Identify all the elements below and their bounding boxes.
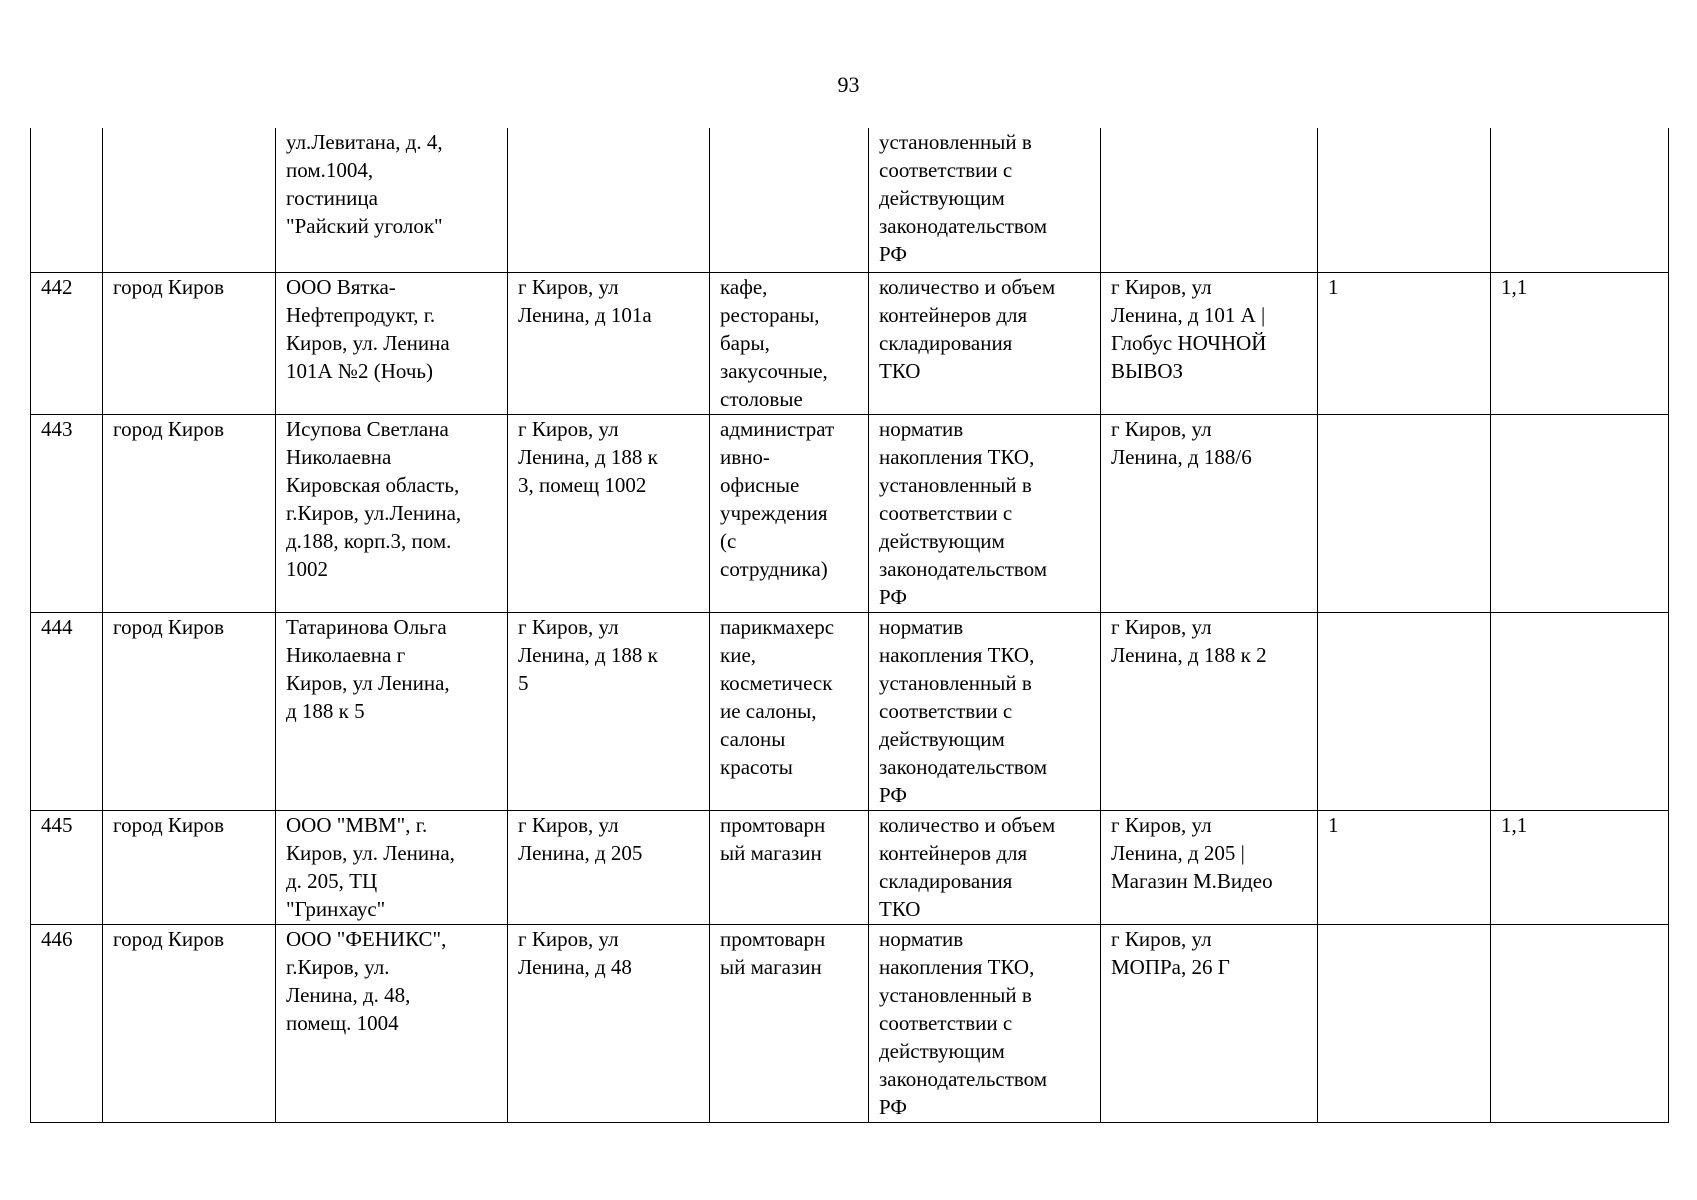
calc-method-cell: установленный в соответствии с действующим законодательством РФ <box>869 128 1101 272</box>
calc-method-cell: норматив накопления ТКО, установленный в соответствии с действующим законодательством РФ <box>869 924 1101 1122</box>
settlement-cell: город Киров <box>103 272 276 414</box>
calc-method-cell: норматив накопления ТКО, установленный в соответствии с действующим законодательством РФ <box>869 414 1101 612</box>
owner-cell: ООО "МВМ", г. Киров, ул. Ленина, д. 205, ТЦ "Гринхаус" <box>276 810 508 924</box>
category-cell: промтоварн ый магазин <box>710 810 869 924</box>
table-row <box>31 810 1669 924</box>
owner-cell: ООО "ФЕНИКС", г.Киров, ул. Ленина, д. 48, помещ. 1004 <box>276 924 508 1122</box>
volume-cell <box>1491 128 1669 272</box>
containers-cell <box>1318 128 1491 272</box>
category-cell: парикмахерс кие, косметическ ие салоны, салоны красоты <box>710 612 869 810</box>
site-address-cell: г Киров, ул Ленина, д 188 к 2 <box>1101 612 1318 810</box>
calc-method-cell: норматив накопления ТКО, установленный в соответствии с действующим законодательством РФ <box>869 612 1101 810</box>
owner-cell: ООО Вятка- Нефтепродукт, г. Киров, ул. Ленина 101А №2 (Ночь) <box>276 272 508 414</box>
table-row <box>31 924 1669 1122</box>
address-cell <box>508 128 710 272</box>
row-number-cell: 445 <box>31 810 103 924</box>
calc-method-cell: количество и объем контейнеров для складирования ТКО <box>869 272 1101 414</box>
volume-cell <box>1491 612 1669 810</box>
settlement-cell: город Киров <box>103 612 276 810</box>
site-address-cell: г Киров, ул Ленина, д 205 | Магазин М.Видео <box>1101 810 1318 924</box>
containers-cell: 1 <box>1318 810 1491 924</box>
containers-cell <box>1318 612 1491 810</box>
address-cell: г Киров, ул Ленина, д 48 <box>508 924 710 1122</box>
volume-cell <box>1491 924 1669 1122</box>
owner-cell: ул.Левитана, д. 4, пом.1004, гостиница "Райский уголок" <box>276 128 508 272</box>
settlement-cell <box>103 128 276 272</box>
containers-cell <box>1318 414 1491 612</box>
site-address-cell: г Киров, ул Ленина, д 101 А | Глобус НОЧНОЙ ВЫВОЗ <box>1101 272 1318 414</box>
table-row <box>31 128 1669 272</box>
row-number-cell: 444 <box>31 612 103 810</box>
address-cell: г Киров, ул Ленина, д 101а <box>508 272 710 414</box>
address-cell: г Киров, ул Ленина, д 188 к 3, помещ 1002 <box>508 414 710 612</box>
category-cell: промтоварн ый магазин <box>710 924 869 1122</box>
category-cell: кафе, рестораны, бары, закусочные, столовые <box>710 272 869 414</box>
table-row <box>31 272 1669 414</box>
category-cell <box>710 128 869 272</box>
volume-cell: 1,1 <box>1491 272 1669 414</box>
settlement-cell: город Киров <box>103 810 276 924</box>
owner-cell: Татаринова Ольга Николаевна г Киров, ул Ленина, д 188 к 5 <box>276 612 508 810</box>
row-number-cell: 446 <box>31 924 103 1122</box>
registry-table <box>30 128 1669 1123</box>
site-address-cell: г Киров, ул МОПРа, 26 Г <box>1101 924 1318 1122</box>
row-number-cell: 443 <box>31 414 103 612</box>
owner-cell: Исупова Светлана Николаевна Кировская область, г.Киров, ул.Ленина, д.188, корп.3, пом. 1002 <box>276 414 508 612</box>
table-row <box>31 612 1669 810</box>
containers-cell <box>1318 924 1491 1122</box>
row-number-cell: 442 <box>31 272 103 414</box>
address-cell: г Киров, ул Ленина, д 205 <box>508 810 710 924</box>
site-address-cell <box>1101 128 1318 272</box>
site-address-cell: г Киров, ул Ленина, д 188/6 <box>1101 414 1318 612</box>
page-number: 93 <box>837 72 860 97</box>
row-number-cell <box>31 128 103 272</box>
settlement-cell: город Киров <box>103 924 276 1122</box>
table-row <box>31 414 1669 612</box>
category-cell: администрат ивно- офисные учреждения (с сотрудника) <box>710 414 869 612</box>
volume-cell <box>1491 414 1669 612</box>
volume-cell: 1,1 <box>1491 810 1669 924</box>
containers-cell: 1 <box>1318 272 1491 414</box>
settlement-cell: город Киров <box>103 414 276 612</box>
address-cell: г Киров, ул Ленина, д 188 к 5 <box>508 612 710 810</box>
calc-method-cell: количество и объем контейнеров для складирования ТКО <box>869 810 1101 924</box>
